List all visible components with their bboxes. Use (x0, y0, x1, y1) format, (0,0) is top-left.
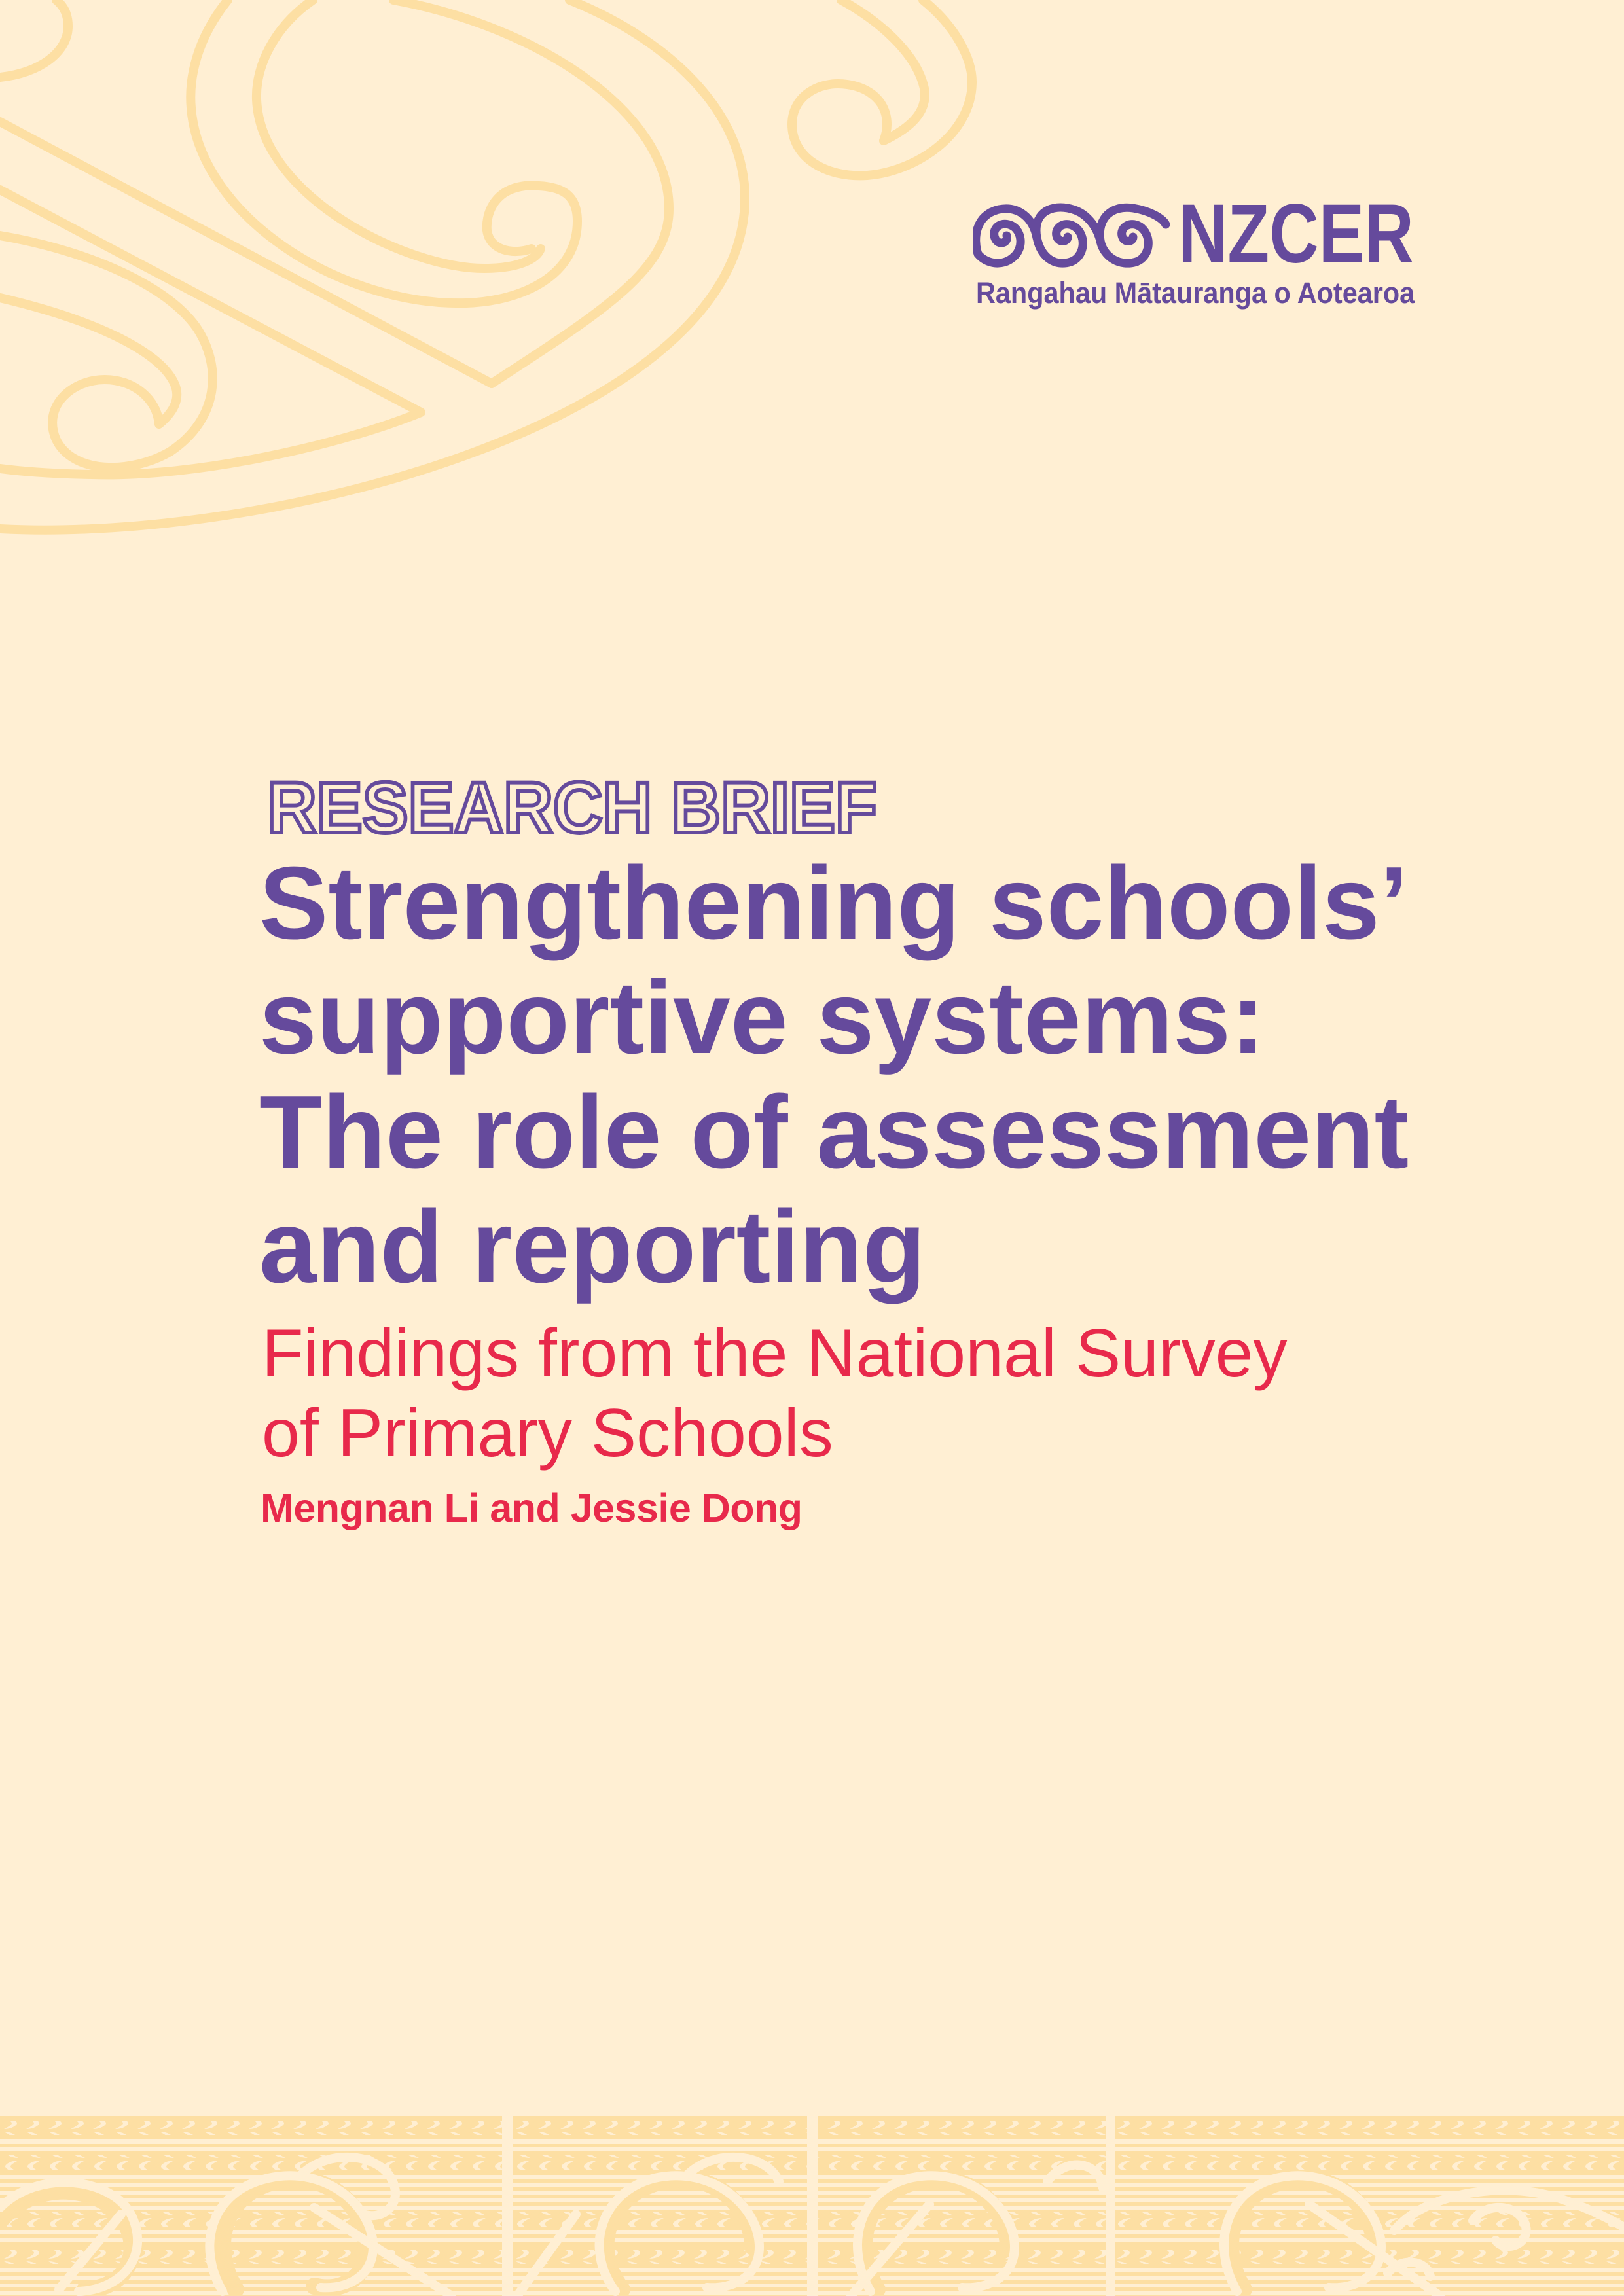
nzcer-tagline: Rangahau Mātauranga o Aotearoa (976, 276, 1415, 310)
subtitle-line: of Primary Schools (262, 1395, 833, 1471)
title-line: supportive systems: (259, 960, 1265, 1075)
subtitle-line: Findings from the National Survey (262, 1316, 1288, 1391)
authors: Mengnan Li and Jessie Dong (261, 1486, 803, 1530)
title-line: and reporting (259, 1189, 926, 1304)
page-subtitle (262, 1314, 1288, 1473)
kowhaiwhai-band-decoration-icon (0, 2116, 1624, 2296)
document-type-label: RESEARCH BRIEF (267, 768, 877, 848)
nzcer-wordmark: NZCER (1178, 187, 1414, 281)
page-title (259, 846, 1409, 1304)
title-line: Strengthening schools’ (259, 846, 1409, 961)
nzcer-spiral-logo-icon (973, 202, 1172, 270)
title-line: The role of assessment (259, 1075, 1409, 1190)
koru-corner-decoration-icon (0, 0, 995, 543)
